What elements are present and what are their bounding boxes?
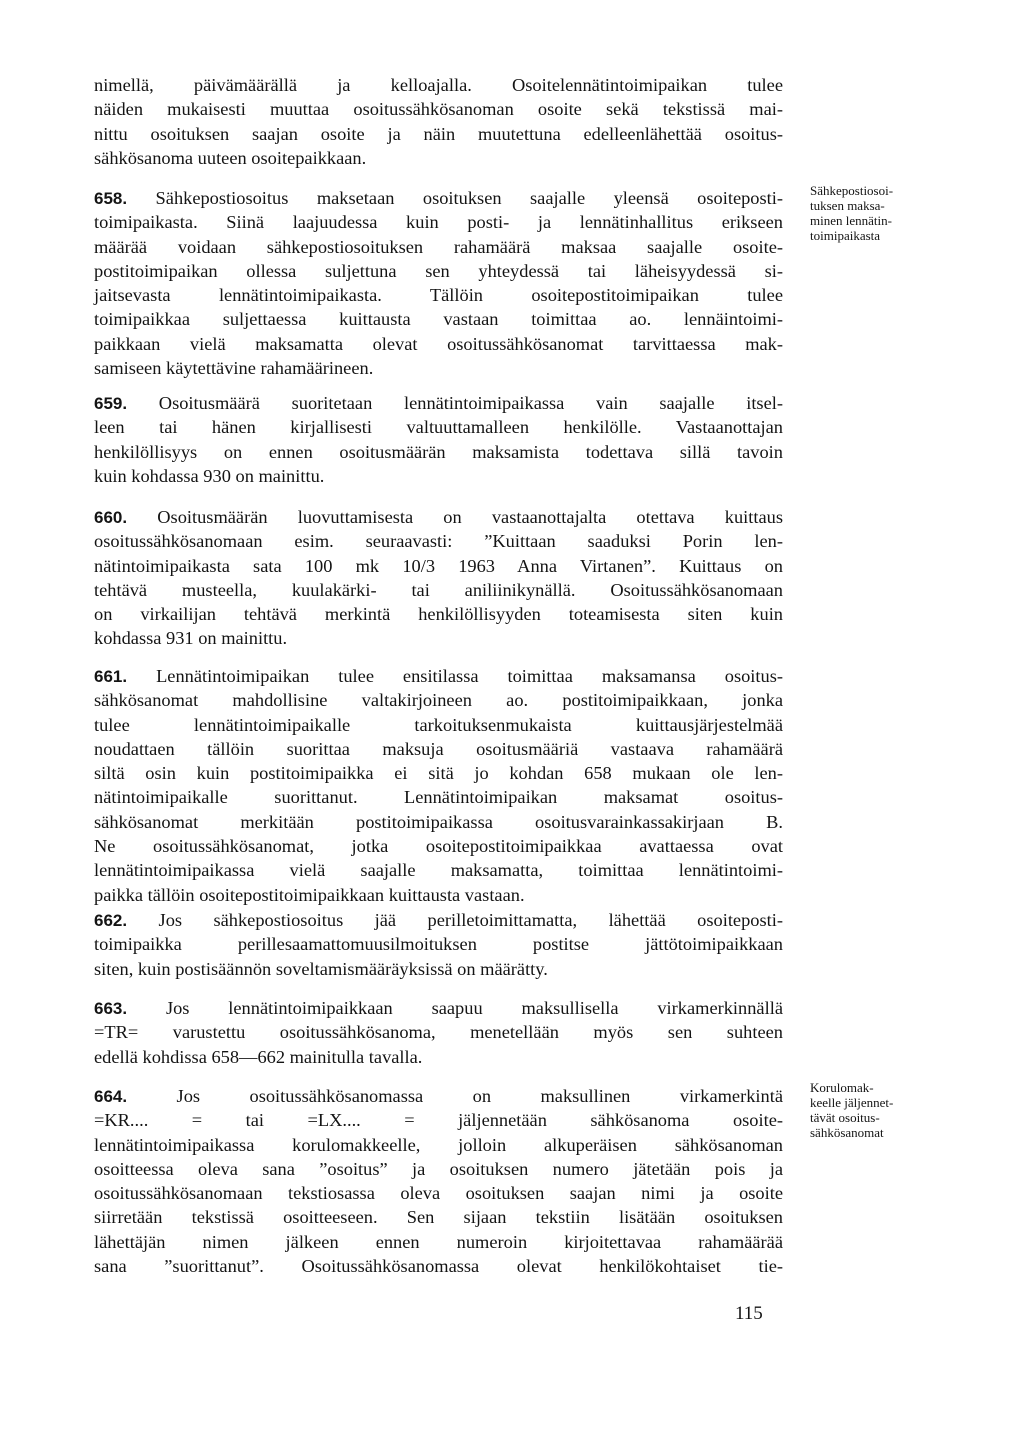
text-line: on virkailijan tehtävä merkintä henkilöllisyyden toteamisesta siten kuin	[94, 604, 783, 625]
text-line: tehtävä musteella, kuulakärki- tai aniliinikynällä. Osoitussähkösanomaan	[94, 579, 783, 600]
paragraph-number: 659.	[94, 394, 128, 413]
margin-note-line: Korulomak-	[810, 1080, 874, 1095]
text-line: nätintoimipaikasta sata 100 mk 10/3 1963 Anna Virtanen”. Kuittaus on	[94, 555, 783, 576]
text-line: kohdassa 931 on mainittu.	[94, 628, 288, 649]
text-line: osoitteessa oleva sana ”osoitus” ja osoituksen numero jätetään pois ja	[94, 1158, 783, 1179]
paragraph-number: 662.	[94, 911, 128, 930]
paragraph-number: 664.	[94, 1087, 128, 1106]
text-line: postitoimipaikan ollessa suljettuna sen yhteydessä tai läheisyydessä si-	[94, 260, 783, 281]
text-line: henkilöllisyys on ennen osoitusmäärän maksamista todettava sillä tavoin	[94, 441, 783, 462]
paragraph-663	[94, 996, 783, 1069]
text-line: Jos osoitussähkösanomassa on maksullinen virkamerkintä	[176, 1086, 783, 1106]
text-line: Sähkepostiosoitus maksetaan osoituksen saajalle yleensä osoiteposti-	[155, 188, 783, 208]
page-number: 115	[735, 1303, 763, 1324]
text-line: =KR.... = tai =LX.... = jäljennetään sähkösanoma osoite-	[94, 1110, 783, 1131]
text-line: kuin kohdassa 930 on mainittu.	[94, 465, 325, 486]
text-line: sähkösanomat merkitään postitoimipaikassa osoitusvarainkassakirjaan B.	[94, 811, 783, 832]
paragraph-658	[94, 186, 783, 380]
paragraph-continuation	[94, 73, 783, 170]
text-line: näiden mukaisesti muuttaa osoitussähkösanoman osoite sekä tekstissä mai-	[94, 99, 783, 120]
text-line: nätintoimipaikalle suorittanut. Lennätintoimipaikan maksamat osoitus-	[94, 787, 783, 808]
text-line: paikkaan vielä maksamatta olevat osoitussähkösanomat tarvittaessa mak-	[94, 333, 783, 354]
text-line: nittu osoituksen saajan osoite ja näin muutettuna edelleenlähettää osoitus-	[94, 123, 783, 144]
paragraph-660	[94, 505, 783, 651]
text-line: Osoitusmäärän luovuttamisesta on vastaanottajalta otettava kuittaus	[157, 507, 783, 527]
text-line: leen tai hänen kirjallisesti valtuuttamalleen henkilölle. Vastaanottajan	[94, 417, 783, 438]
text-line: siirretään tekstissä osoitteeseen. Sen sijaan tekstiin lisätään osoituksen	[94, 1207, 783, 1228]
text-line: osoitussähkösanomaan esim. seuraavasti: ”Kuittaan saaduksi Porin len-	[94, 531, 783, 552]
text-line: lähettäjän nimen jälkeen ennen numeroin kirjoitettavaa rahamäärää	[94, 1231, 783, 1252]
text-line: Jos sähkepostiosoitus jää perilletoimittamatta, lähettää osoiteposti-	[158, 910, 783, 930]
text-line: siten, kuin postisäännön soveltamismääräyksissä on määrätty.	[94, 958, 548, 979]
text-line: noudattaen tällöin suorittaa maksuja osoitusmääriä vastaava rahamäärä	[94, 738, 783, 759]
text-line: toimipaikasta. Siinä laajuudessa kuin posti- ja lennätinhallitus erikseen	[94, 212, 783, 233]
paragraph-number: 661.	[94, 667, 128, 686]
margin-note-line: minen lennätin-	[810, 213, 892, 228]
text-line: jaitsevasta lennätintoimipaikasta. Tällöin osoitepostitoimipaikan tulee	[94, 285, 783, 306]
text-line: osoitussähkösanomaan tekstiosassa oleva osoituksen saajan nimi ja osoite	[94, 1183, 783, 1204]
margin-note-payment	[810, 183, 950, 243]
text-line: samiseen käytettävine rahamäärineen.	[94, 358, 374, 379]
text-line: Ne osoitussähkösanomat, jotka osoitepostitoimipaikkaa avattaessa ovat	[94, 836, 783, 857]
margin-note-line: sähkösanomat	[810, 1125, 884, 1140]
text-line: määrää voidaan sähkepostiosoituksen rahamäärä maksaa saajalle osoite-	[94, 236, 783, 257]
text-line: sana ”suorittanut”. Osoitussähkösanomassa olevat henkilökohtaiset tie-	[94, 1256, 783, 1277]
paragraph-662	[94, 908, 783, 981]
text-line: sähkösanomat mahdollisine valtakirjoineen ao. postitoimipaikkaan, jonka	[94, 690, 783, 711]
paragraph-661	[94, 664, 783, 907]
text-line: lennätintoimipaikassa korulomakkeelle, jolloin alkuperäisen sähkösanoman	[94, 1134, 783, 1155]
text-line: Lennätintoimipaikan tulee ensitilassa toimittaa maksamansa osoitus-	[156, 666, 783, 686]
margin-note-line: tuksen maksa-	[810, 198, 885, 213]
text-line: =TR= varustettu osoitussähkösanoma, menetellään myös sen suhteen	[94, 1022, 783, 1043]
text-line: toimipaikka perillesaamattomuusilmoituksen postitse jättötoimipaikkaan	[94, 934, 783, 955]
text-line: edellä kohdissa 658—662 mainitulla tavalla.	[94, 1046, 423, 1067]
text-line: Osoitusmäärä suoritetaan lennätintoimipaikassa vain saajalle itsel-	[158, 393, 783, 413]
text-line: tulee lennätintoimipaikalle tarkoituksenmukaista kuittausjärjestelmää	[94, 714, 783, 735]
margin-note-line: toimipaikasta	[810, 228, 881, 243]
text-line: paikka tällöin osoitepostitoimipaikkaan kuittausta vastaan.	[94, 884, 525, 905]
paragraph-number: 663.	[94, 999, 128, 1018]
margin-note-line: Sähkepostiosoi-	[810, 183, 894, 198]
margin-note-copies	[810, 1080, 950, 1140]
text-line: siltä osin kuin postitoimipaikka ei sitä jo kohdan 658 mukaan ole len-	[94, 763, 783, 784]
text-line: sähkösanoma uuteen osoitepaikkaan.	[94, 147, 367, 168]
text-line: toimipaikkaa suljettaessa kuittausta vastaan toimittaa ao. lennäintoimi-	[94, 309, 783, 330]
text-line: nimellä, päivämäärällä ja kelloajalla. Osoitelennätintoimipaikan tulee	[94, 75, 783, 95]
paragraph-number: 660.	[94, 508, 128, 527]
paragraph-664	[94, 1084, 783, 1278]
paragraph-number: 658.	[94, 189, 128, 208]
paragraph-659	[94, 391, 783, 488]
text-line: lennätintoimipaikassa vielä saajalle maksamatta, toimittaa lennätintoimi-	[94, 860, 783, 881]
margin-note-line: keelle jäljennet-	[810, 1095, 894, 1110]
text-line: Jos lennätintoimipaikkaan saapuu maksullisella virkamerkinnällä	[165, 998, 783, 1018]
margin-note-line: tävät osoitus-	[810, 1110, 880, 1125]
